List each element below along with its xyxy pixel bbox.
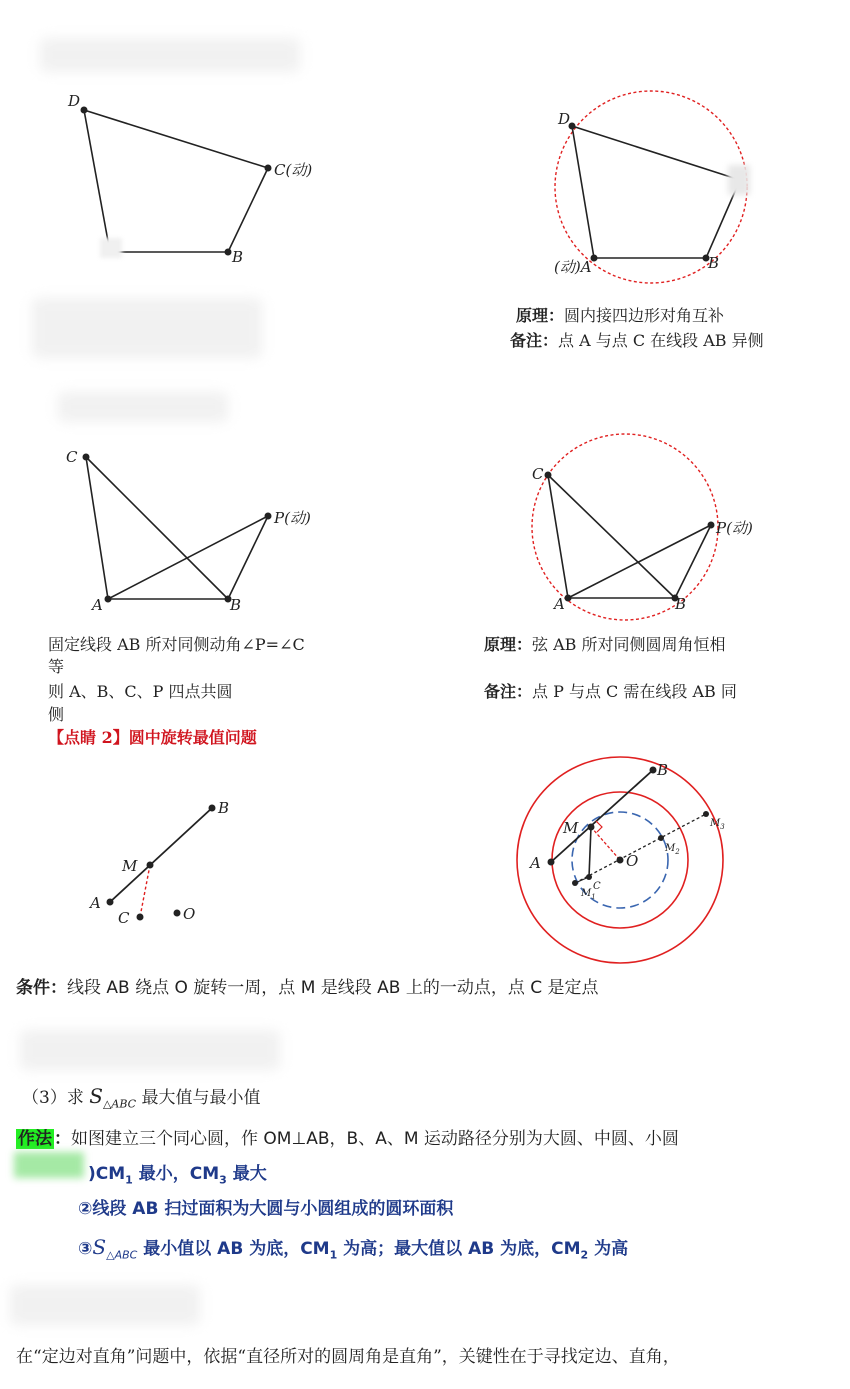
bottom-paragraph: 在“定边对直角”问题中，依据“直径所对的圆周角是直角”，关键性在于寻找定边、直角， (16, 1347, 680, 1367)
label-M3: $M_3$ (710, 818, 725, 831)
item1-text: )CM (88, 1164, 126, 1184)
method-item-2: ②线段 AB 扫过面积为大圆与小圆组成的圆环面积 (78, 1199, 454, 1219)
question-s: S (89, 1084, 103, 1108)
item1-sub2: 3 (219, 1173, 227, 1187)
method-colon: ： (54, 1129, 71, 1149)
item3-text1: 最小值以 AB 为底，CM (137, 1239, 330, 1259)
method-item-1 (88, 1163, 267, 1191)
caption-text: 点 A 与点 C 在线段 AB 异侧 (558, 331, 764, 350)
caption-text: 弦 AB 所对同侧圆周角恒相 (532, 635, 726, 654)
label-M1: $M_1$ (581, 888, 596, 901)
label-B: B (657, 761, 669, 779)
method-line (16, 1128, 679, 1150)
label-A: (动)A (554, 258, 592, 276)
caption-label: 原理： (484, 635, 533, 654)
question-sub: △ABC (102, 1097, 137, 1111)
condition-label: 条件： (16, 978, 67, 998)
label-B: B (230, 596, 242, 614)
blurred-green (14, 1152, 84, 1178)
condition-text: 线段 AB 绕点 O 旋转一周，点 M 是线段 AB 上的一动点，点 C 是定点 (67, 978, 599, 998)
item3-pre: ③ (78, 1239, 93, 1259)
blurred-region (20, 1030, 280, 1070)
item3-text3: 为高 (588, 1239, 629, 1259)
label-P: P(动) (716, 519, 753, 537)
label-D: D (558, 110, 571, 128)
label-M: M (563, 819, 579, 837)
label-B: B (708, 254, 720, 272)
blurred-region (10, 1285, 200, 1325)
fig3-caption-line4: 侧 (48, 705, 65, 724)
label-A: A (530, 854, 541, 872)
label-A: A (92, 596, 103, 614)
label-O: O (626, 852, 639, 870)
item3-text2: 为高；最大值以 AB 为底，CM (337, 1239, 581, 1259)
label-B: B (232, 248, 244, 266)
question-line (22, 1085, 260, 1115)
section-title: 【点睛 2】圆中旋转最值问题 (48, 728, 257, 747)
item1-sub: 1 (125, 1173, 133, 1187)
caption-label: 备注： (510, 331, 559, 350)
label-O: O (183, 905, 196, 923)
label-P: P(动) (274, 509, 311, 527)
fig3-caption-line3: 则 A、B、C、P 四点共圆 (48, 682, 233, 701)
method-label: 作法 (18, 1129, 52, 1149)
item1-end: 最大 (226, 1164, 267, 1184)
question-suffix: 最大值与最小值 (136, 1088, 261, 1108)
label-C: C(动) (274, 161, 313, 179)
label-B: B (218, 799, 230, 817)
caption-label: 原理： (516, 306, 565, 325)
label-C: C (532, 465, 544, 483)
item3-sub2: 1 (329, 1248, 338, 1262)
method-text: 如图建立三个同心圆，作 OM⊥AB，B、A、M 运动路径分别为大圆、中圆、小圆 (71, 1129, 679, 1149)
label-B: B (675, 595, 687, 613)
fig3-caption-line2: 等 (48, 657, 65, 676)
label-C-small: C (593, 881, 601, 892)
item1-mid: 最小，CM (132, 1164, 220, 1184)
question-prefix: （3）求 (22, 1088, 90, 1108)
label-C: C (66, 448, 78, 466)
fig3-caption-line1: 固定线段 AB 所对同侧动角∠P=∠C (48, 635, 305, 654)
item3-sub3: 2 (580, 1248, 589, 1262)
method-item-3 (78, 1236, 628, 1266)
label-A: A (90, 894, 101, 912)
label-C: C (118, 909, 130, 927)
caption-text: 圆内接四边形对角互补 (564, 306, 725, 325)
item3-s: S (92, 1235, 107, 1259)
condition-line (16, 977, 599, 999)
label-D: D (68, 92, 81, 110)
item3-sub: △ABC (106, 1248, 138, 1262)
caption-text: 点 P 与点 C 需在线段 AB 同 (532, 682, 737, 701)
label-M2: $M_2$ (665, 843, 680, 856)
label-A: A (554, 595, 565, 613)
caption-label: 备注： (484, 682, 533, 701)
label-M: M (122, 857, 138, 875)
